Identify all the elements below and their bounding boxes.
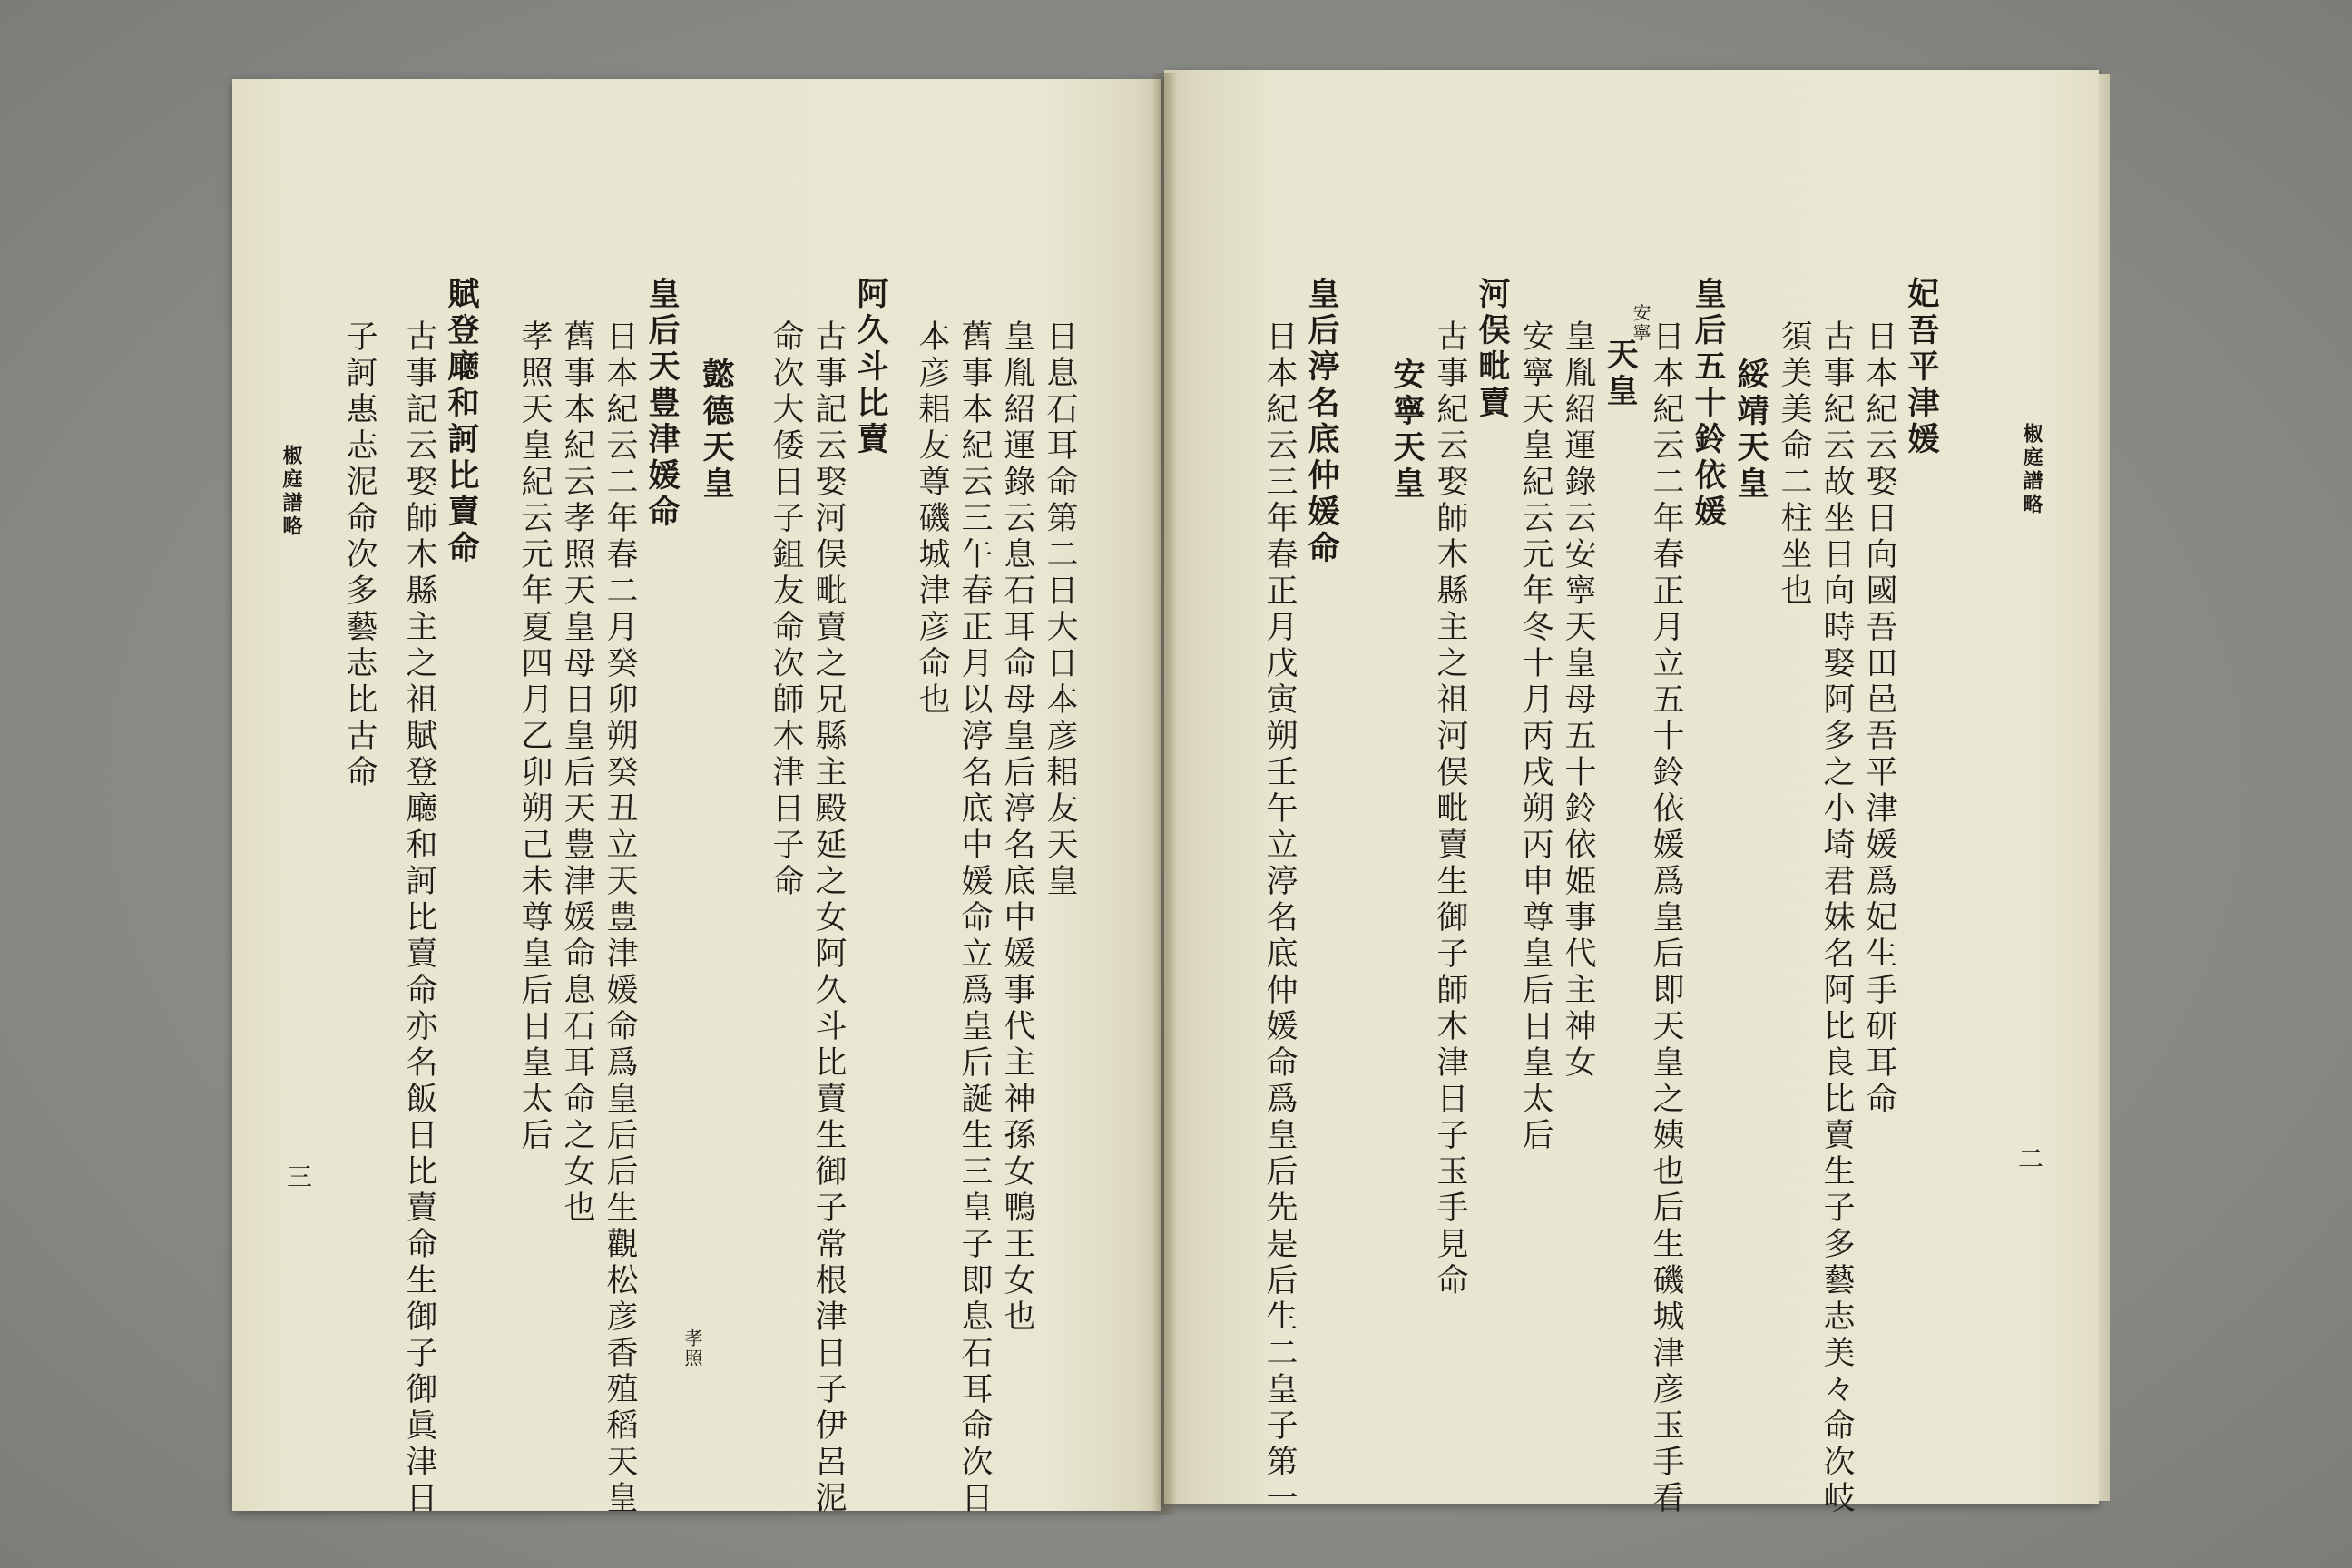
text-column: 日本紀云二年春正月立五十鈴依媛爲皇后即天皇之姨也后生磯城津彦玉手看 [1648,319,1684,1517]
text-column: 古事紀云故坐日向時娶阿多之小埼君妹名阿比良比賣生子多藝志美々命次岐 [1818,319,1855,1517]
text-column: 安寧天皇紀云元年冬十月丙戌朔丙申尊皇后日皇太后 [1517,319,1553,1154]
text-column: 舊事本紀云孝照天皇母日皇后天豊津媛命息石耳命之女也 [559,319,595,1227]
text-column: 本彦耜友尊磯城津彦命也 [914,319,950,719]
running-header-right: 椒庭譜略 [2020,423,2043,517]
page-number-right: 二 [2014,1145,2044,1175]
text-column: 皇胤紹運錄云息石耳命母皇后渟名底中媛事代主神孫女鴨王女也 [999,319,1035,1336]
book-gutter [1151,73,1178,1515]
text-column: 賦登廰和訶比賣命 [443,277,480,567]
text-column: 皇后渟名底仲媛命 [1303,277,1340,567]
text-column: 子訶惠志泥命次多藝志比古命 [341,319,377,791]
text-column: 日本紀云三年春正月戊寅朔壬午立渟名底仲媛命爲皇后先是后生二皇子第一 [1261,319,1298,1517]
text-column: 皇胤紹運錄云安寧天皇母五十鈴依姫事代主神女 [1560,319,1596,1082]
section-heading: 安寧天皇 [1388,358,1426,503]
running-header-left: 椒庭譜略 [279,445,303,539]
page-number-left: 三 [283,1163,313,1193]
interlinear-note: 安寧 [1630,303,1651,343]
text-column: 妃吾平津媛 [1903,277,1940,458]
section-heading: 懿德天皇 [698,358,735,503]
text-column: 皇后天豊津媛命 [643,277,681,531]
text-column: 古事記云娶河俣毗賣之兄縣主殿延之女阿久斗比賣生御子常根津日子伊呂泥 [810,319,847,1517]
page-edge [2099,74,2110,1501]
text-column: 須美美命二柱坐也 [1776,319,1812,610]
text-column: 古事記云娶師木縣主之祖賦登廰和訶比賣命亦名飯日比賣命生御子御眞津日 [401,319,437,1517]
interlinear-note: 孝照 [681,1328,703,1368]
text-column: 日息石耳命第二日大日本彦耜友天皇 [1042,319,1078,900]
text-column: 天皇 [1602,338,1639,410]
text-column: 阿久斗比賣 [852,277,889,458]
text-column: 舊事本紀云三午春正月以渟名底中媛命立爲皇后誕生三皇子即息石耳命次日 [956,319,993,1517]
text-column: 日本紀云二年春二月癸卯朔癸丑立天豊津媛命爲皇后后生觀松彦香殖稻天皇 [602,319,638,1517]
text-column: 日本紀云娶日向國吾田邑吾平津媛爲妃生手研耳命 [1861,319,1897,1118]
text-column: 皇后五十鈴依媛 [1690,277,1727,531]
text-column: 古事紀云娶師木縣主之祖河俣毗賣生御子師木津日子玉手見命 [1432,319,1468,1299]
text-column: 孝照天皇紀云元年夏四月乙卯朔己未尊皇后日皇太后 [516,319,553,1154]
text-column: 河俣毗賣 [1474,277,1511,422]
section-heading: 綏靖天皇 [1732,358,1769,503]
text-column: 命次大倭日子鉏友命次師木津日子命 [768,319,804,900]
